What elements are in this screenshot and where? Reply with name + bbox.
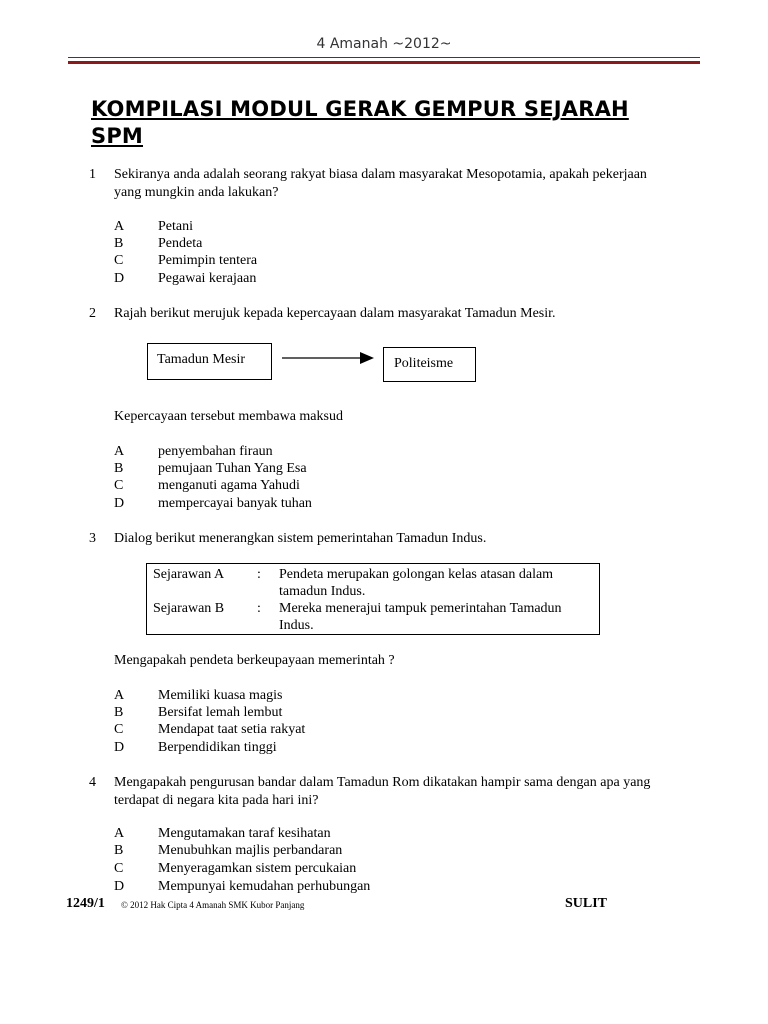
option-text: pemujaan Tuhan Yang Esa xyxy=(158,461,307,476)
option-letter: B xyxy=(114,843,124,858)
option-text: penyembahan firaun xyxy=(158,444,273,459)
option-text: Mendapat taat setia rakyat xyxy=(158,722,306,737)
dialog-line xyxy=(279,566,562,600)
option-text: Menubuhkan majlis perbandaran xyxy=(158,843,343,858)
option-text: Pemimpin tentera xyxy=(158,253,258,268)
option-text: Memiliki kuasa magis xyxy=(158,688,283,703)
option-text: Mempunyai kemudahan perhubungan xyxy=(158,879,371,894)
question-text: terdapat di negara kita pada hari ini? xyxy=(114,793,319,808)
dialog-colon: : xyxy=(257,567,261,582)
question-text: Dialog berikut menerangkan sistem pemerintahan Tamadun Indus. xyxy=(114,531,487,546)
question-text: Sekiranya anda adalah seorang rakyat biasa dalam masyarakat Mesopotamia, apakah pekerjaan xyxy=(114,167,647,182)
option-text: Pegawai kerajaan xyxy=(158,271,257,286)
page-header: 4 Amanah ~2012~ xyxy=(316,36,452,52)
option-letter: B xyxy=(114,461,124,476)
option-text: Pendeta xyxy=(158,236,203,251)
option-text: menganuti agama Yahudi xyxy=(158,478,300,493)
option-letter: D xyxy=(114,496,125,511)
option-letter: B xyxy=(114,705,124,720)
copyright-notice: © 2012 Hak Cipta 4 Amanah SMK Kubor Panjang xyxy=(121,900,305,910)
diagram-arrow xyxy=(280,350,376,366)
question-number: 2 xyxy=(89,306,96,321)
question-stem: Mengapakah pendeta berkeupayaan memerintah ? xyxy=(114,653,395,668)
dialog-table xyxy=(153,566,562,634)
diagram-box-right xyxy=(383,347,476,382)
question-text: Mengapakah pengurusan bandar dalam Tamadun Rom dikatakan hampir sama dengan apa yang xyxy=(114,775,651,790)
question-number: 3 xyxy=(89,531,96,546)
option-text: Petani xyxy=(158,219,193,234)
dialog-row xyxy=(153,600,562,634)
title-line-2: SPM xyxy=(91,124,144,148)
option-letter: A xyxy=(114,219,125,234)
dialog-line-2: tamadun Indus. xyxy=(279,584,366,599)
option-letter: A xyxy=(114,688,125,703)
dialog-box xyxy=(146,563,600,635)
option-text: Bersifat lemah lembut xyxy=(158,705,283,720)
option-letter: B xyxy=(114,236,124,251)
option-letter: A xyxy=(114,826,125,841)
diagram-box-label: Tamadun Mesir xyxy=(157,352,246,367)
diagram-box-label: Politeisme xyxy=(394,356,454,371)
option-letter: C xyxy=(114,253,124,268)
option-letter: C xyxy=(114,478,124,493)
dialog-line-2: Indus. xyxy=(279,618,314,633)
classification-label: SULIT xyxy=(565,896,608,911)
document-title xyxy=(91,96,691,150)
dialog-speaker: Sejarawan B xyxy=(153,601,225,616)
option-letter: D xyxy=(114,879,125,894)
option-letter: C xyxy=(114,722,124,737)
question-text: Rajah berikut merujuk kepada kepercayaan dalam masyarakat Tamadun Mesir. xyxy=(114,306,556,321)
option-letter: D xyxy=(114,740,125,755)
option-text: mempercayai banyak tuhan xyxy=(158,496,312,511)
option-letter: A xyxy=(114,444,125,459)
dialog-line xyxy=(279,600,562,634)
question-number: 1 xyxy=(89,167,96,182)
question-text: yang mungkin anda lakukan? xyxy=(114,185,279,200)
header-rule-thin xyxy=(68,57,700,58)
option-text: Mengutamakan taraf kesihatan xyxy=(158,826,331,841)
question-stem: Kepercayaan tersebut membawa maksud xyxy=(114,409,343,424)
dialog-line-1: Pendeta merupakan golongan kelas atasan dalam xyxy=(279,567,554,582)
option-text: Berpendidikan tinggi xyxy=(158,740,277,755)
header-rule-thick xyxy=(68,61,700,64)
question-number: 4 xyxy=(89,775,96,790)
title-line-1: KOMPILASI MODUL GERAK GEMPUR SEJARAH xyxy=(91,97,629,121)
dialog-colon: : xyxy=(257,601,261,616)
dialog-speaker: Sejarawan A xyxy=(153,567,225,582)
paper-code: 1249/1 xyxy=(66,896,105,911)
dialog-row xyxy=(153,566,562,600)
diagram-box-left xyxy=(147,343,272,380)
option-letter: D xyxy=(114,271,125,286)
option-letter: C xyxy=(114,861,124,876)
option-text: Menyeragamkan sistem percukaian xyxy=(158,861,357,876)
dialog-line-1: Mereka menerajui tampuk pemerintahan Tamadun xyxy=(279,601,562,616)
